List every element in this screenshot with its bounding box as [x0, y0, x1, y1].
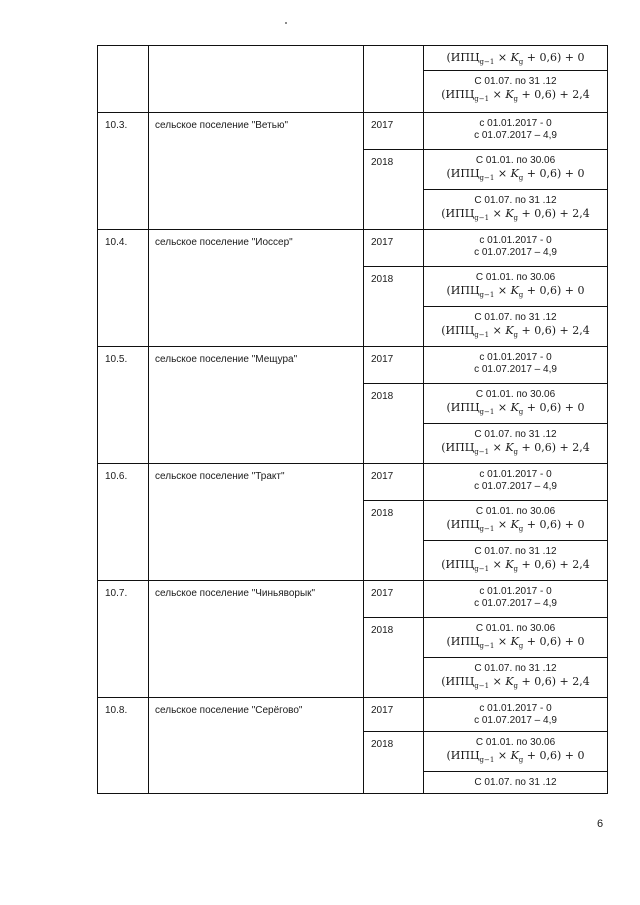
- value-line: с 01.07.2017 – 4,9: [474, 364, 557, 375]
- value-line: с 01.07.2017 – 4,9: [474, 715, 557, 726]
- value-2018-h1: [424, 732, 608, 772]
- settlement-name: сельское поселение "Чиньяворык": [149, 581, 364, 698]
- row-number: 10.6.: [98, 464, 149, 581]
- formula: $(ИПЦ_{g-1} \times K_g + 0,6) + 2,4$: [441, 675, 590, 690]
- table-row: [98, 698, 608, 732]
- year-2017: 2017: [364, 464, 424, 501]
- value-2018-h2: [424, 190, 608, 230]
- row-number: 10.3.: [98, 113, 149, 230]
- value-line: с 01.01.2017 - 0: [479, 469, 552, 480]
- value-2017: [424, 464, 608, 501]
- year-2018: 2018: [364, 150, 424, 230]
- period-label: С 01.01. по 30.06: [475, 506, 556, 517]
- period-label: С 01.07. по 31 .12: [474, 76, 557, 87]
- value-line: с 01.01.2017 - 0: [479, 586, 552, 597]
- value-2018-h2: [424, 541, 608, 581]
- value-line: с 01.01.2017 - 0: [479, 118, 552, 129]
- year-2017: 2017: [364, 230, 424, 267]
- year-2017: 2017: [364, 347, 424, 384]
- settlement-name: сельское поселение "Тракт": [149, 464, 364, 581]
- row-number: 10.7.: [98, 581, 149, 698]
- settlement-name: сельское поселение "Серёгово": [149, 698, 364, 794]
- settlement-name: сельское поселение "Иоссер": [149, 230, 364, 347]
- table-row: [98, 113, 608, 150]
- value-2017: [424, 698, 608, 732]
- value-2018-h2: [424, 424, 608, 464]
- formula: $(ИПЦ_{g-1} \times K_g + 0,6) + 2,4$: [441, 558, 590, 573]
- table-row: [98, 230, 608, 267]
- value-2017: [424, 230, 608, 267]
- value-line: с 01.07.2017 – 4,9: [474, 598, 557, 609]
- year-2018: 2018: [364, 267, 424, 347]
- value-cell: [424, 71, 608, 113]
- value-2018-h1: [424, 618, 608, 658]
- period-label: С 01.01. по 30.06: [475, 737, 556, 748]
- period-label: С 01.07. по 31 .12: [474, 429, 557, 440]
- value-2018-h2: [424, 658, 608, 698]
- year-2017: 2017: [364, 698, 424, 732]
- num-cell: [98, 46, 149, 113]
- period-label: С 01.01. по 30.06: [475, 389, 556, 400]
- value-line: с 01.01.2017 - 0: [479, 352, 552, 363]
- value-line: с 01.01.2017 - 0: [479, 235, 552, 246]
- table-row: [98, 581, 608, 618]
- formula: $(ИПЦ_{g-1} \times K_g + 0,6) + 0$: [446, 51, 585, 66]
- value-line: с 01.01.2017 - 0: [479, 703, 552, 714]
- period-label: С 01.01. по 30.06: [475, 623, 556, 634]
- formula: $(ИПЦ_{g-1} \times K_g + 0,6) + 0$: [446, 518, 585, 533]
- formula: $(ИПЦ_{g-1} \times K_g + 0,6) + 0$: [446, 284, 585, 299]
- year-2017: 2017: [364, 581, 424, 618]
- formula: $(ИПЦ_{g-1} \times K_g + 0,6) + 0$: [446, 635, 585, 650]
- formula: $(ИПЦ_{g-1} \times K_g + 0,6) + 2,4$: [441, 88, 590, 103]
- row-number: 10.5.: [98, 347, 149, 464]
- year-2017: 2017: [364, 113, 424, 150]
- year-2018: 2018: [364, 732, 424, 794]
- settlement-name: сельское поселение "Ветью": [149, 113, 364, 230]
- tariff-table: [97, 45, 608, 794]
- name-cell: [149, 46, 364, 113]
- value-2018-h2: [424, 772, 608, 794]
- period-label: С 01.07. по 31 .12: [474, 663, 557, 674]
- settlement-name: сельское поселение "Мещура": [149, 347, 364, 464]
- value-2018-h1: [424, 150, 608, 190]
- year-2018: 2018: [364, 618, 424, 698]
- table-row: [98, 347, 608, 384]
- formula: $(ИПЦ_{g-1} \times K_g + 0,6) + 0$: [446, 749, 585, 764]
- period-label: С 01.01. по 30.06: [475, 272, 556, 283]
- value-2018-h2: [424, 307, 608, 347]
- value-line: с 01.07.2017 – 4,9: [474, 247, 557, 258]
- period-label: С 01.07. по 31 .12: [474, 312, 557, 323]
- value-2018-h1: [424, 501, 608, 541]
- formula: $(ИПЦ_{g-1} \times K_g + 0,6) + 0$: [446, 401, 585, 416]
- formula: $(ИПЦ_{g-1} \times K_g + 0,6) + 2,4$: [441, 324, 590, 339]
- value-2017: [424, 581, 608, 618]
- period-label: С 01.07. по 31 .12: [474, 546, 557, 557]
- formula: $(ИПЦ_{g-1} \times K_g + 0,6) + 2,4$: [441, 441, 590, 456]
- formula: $(ИПЦ_{g-1} \times K_g + 0,6) + 2,4$: [441, 207, 590, 222]
- value-line: с 01.07.2017 – 4,9: [474, 481, 557, 492]
- table-row: [98, 46, 608, 71]
- value-2017: [424, 113, 608, 150]
- row-number: 10.8.: [98, 698, 149, 794]
- year-cell: [364, 46, 424, 113]
- period-label: С 01.01. по 30.06: [475, 155, 556, 166]
- value-2017: [424, 347, 608, 384]
- year-2018: 2018: [364, 501, 424, 581]
- value-line: с 01.07.2017 – 4,9: [474, 130, 557, 141]
- table-row: [98, 464, 608, 501]
- page-number: 6: [597, 818, 604, 830]
- formula: $(ИПЦ_{g-1} \times K_g + 0,6) + 0$: [446, 167, 585, 182]
- value-2018-h1: [424, 384, 608, 424]
- row-number: 10.4.: [98, 230, 149, 347]
- period-label: С 01.07. по 31 .12: [474, 777, 557, 788]
- year-2018: 2018: [364, 384, 424, 464]
- scan-dot: [285, 22, 287, 24]
- value-2018-h1: [424, 267, 608, 307]
- value-cell: [424, 46, 608, 71]
- period-label: С 01.07. по 31 .12: [474, 195, 557, 206]
